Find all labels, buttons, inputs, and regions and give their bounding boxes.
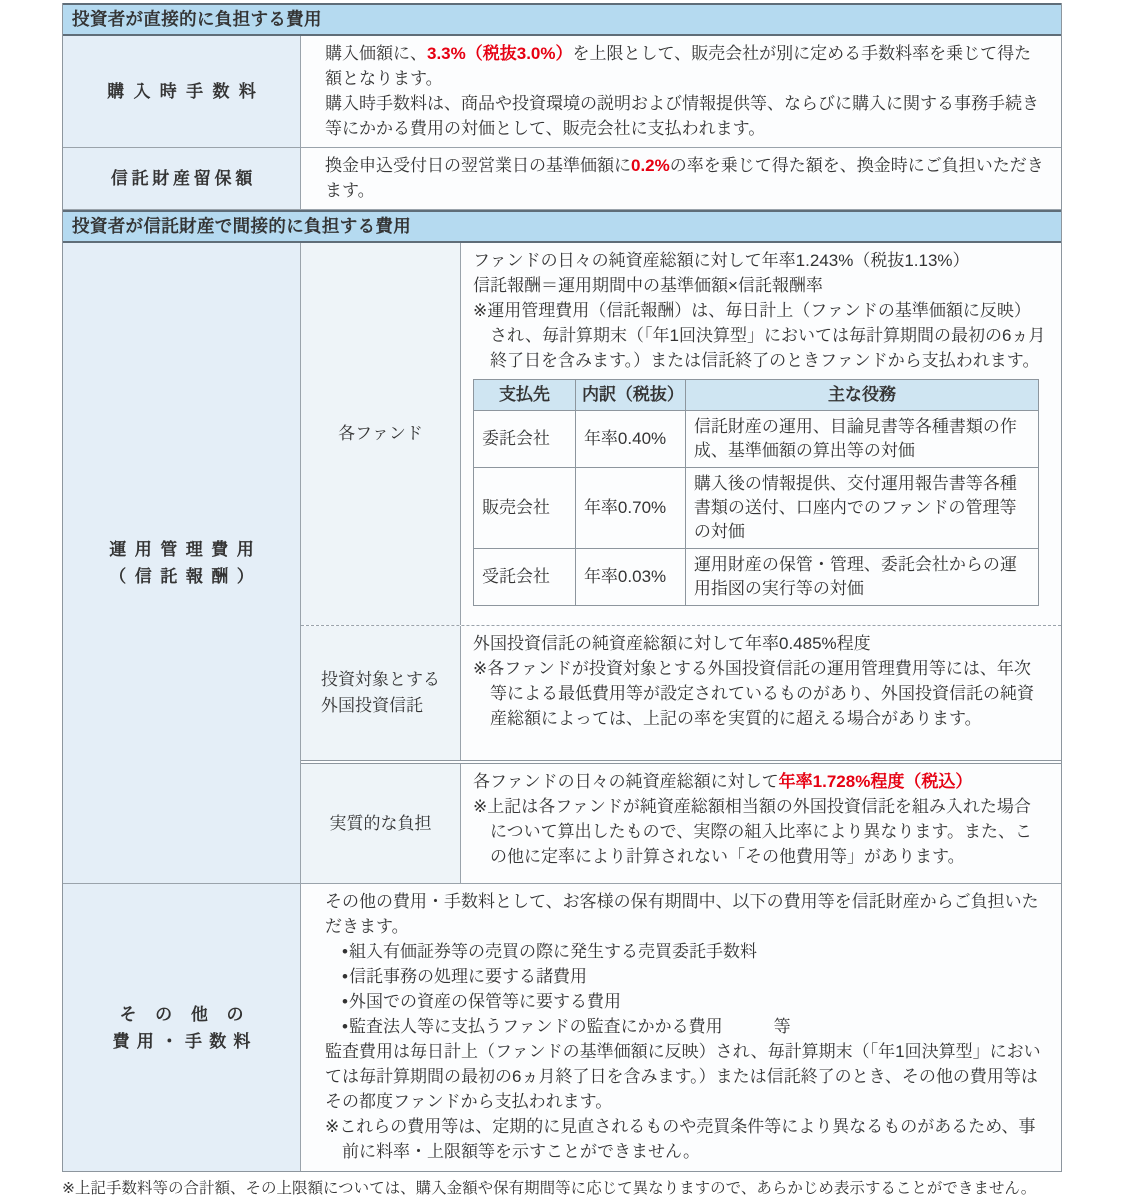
- subrow-each-fund: [301, 243, 1061, 625]
- foreign-trust-line1: 外国投資信託の純資産総額に対して年率0.485%程度: [473, 634, 871, 653]
- bullet-icon: •: [342, 1017, 348, 1036]
- actual-burden-rate-highlight: 年率1.728%程度（税込）: [778, 772, 973, 791]
- bullet-icon: •: [342, 967, 348, 986]
- purchase-fee-rate-highlight: 3.3%（税抜3.0%）: [427, 44, 573, 63]
- bullet-text: 外国での資産の保管等に要する費用: [348, 992, 621, 1011]
- each-fund-content: [461, 243, 1061, 625]
- other-fees-paragraph-2: 監査費用は毎日計上（ファンドの基準価額に反映）され、毎計算期末（「年1回決算型」においては毎計算期間の最初の6ヵ月終了日を含みます。）または信託終了のとき、その他の費用等はその都度ファンドから支払われます。: [325, 1042, 1041, 1111]
- retention-label: 信託財産留保額: [110, 169, 256, 188]
- subrow-foreign-trust: [301, 625, 1061, 760]
- table-row-trustee: [474, 549, 1039, 606]
- payee-cell: 受託会社: [474, 549, 576, 606]
- rate-cell: 年率0.70%: [575, 468, 685, 549]
- other-fees-label-cell: [63, 884, 301, 1171]
- management-fee-label-line2: （信託報酬）: [109, 567, 263, 586]
- section-header-indirect-costs: 投資者が信託財産で間接的に負担する費用: [63, 210, 1061, 243]
- each-fund-line1: ファンドの日々の純資産総額に対して年率1.243%（税抜1.13%）: [473, 251, 970, 270]
- foreign-trust-note: ※各ファンドが投資対象とする外国投資信託の運用管理費用等には、年次等による最低費用等が設定されているものがあり、外国投資信託の純資産総額によっては、上記の率を実質的に超える場合があります。: [473, 659, 1034, 728]
- retention-paragraph: [325, 153, 1047, 203]
- row-retention-amount: [63, 148, 1061, 210]
- row-other-fees: [63, 884, 1061, 1171]
- other-fees-bullet-3: [325, 989, 1047, 1014]
- purchase-fee-content: [301, 36, 1061, 147]
- other-fees-bullet-4: [325, 1014, 1047, 1039]
- each-fund-line2: 信託報酬＝運用期間中の基準価額×信託報酬率: [473, 276, 823, 295]
- other-fees-content: [301, 884, 1061, 1171]
- actual-burden-label-cell: [301, 764, 461, 883]
- other-fees-intro: その他の費用・手数料として、お客様の保有期間中、以下の費用等を信託財産からご負担いただきます。: [325, 892, 1039, 936]
- other-fees-label: [112, 1001, 263, 1055]
- retention-label-cell: [63, 148, 301, 209]
- actual-burden-label: 実質的な負担: [329, 813, 432, 833]
- payee-cell: 委託会社: [474, 411, 576, 468]
- retention-rate-highlight: 0.2%: [631, 156, 670, 175]
- rate-cell: 年率0.40%: [575, 411, 685, 468]
- bullet-text: 監査法人等に支払うファンドの監査にかかる費用 等: [348, 1017, 791, 1036]
- purchase-fee-p1-post: を上限として、販売会社が別に定める手数料率を乗じて得た額となります。: [325, 44, 1032, 88]
- table-row-consignor: [474, 411, 1039, 468]
- foreign-trust-label-cell: [301, 626, 461, 760]
- payee-cell: 販売会社: [474, 468, 576, 549]
- other-fees-label-line2: 費用・手数料: [112, 1031, 258, 1051]
- row-purchase-fee: [63, 36, 1061, 148]
- purchase-fee-paragraph-2: 購入時手数料は、商品や投資環境の説明および情報提供等、ならびに購入に関する事務手続き等にかかる費用の対価として、販売会社に支払われます。: [325, 94, 1039, 138]
- table-row-distributor: [474, 468, 1039, 549]
- management-fee-label: [109, 536, 263, 590]
- purchase-fee-p1-pre: 購入価額に、: [325, 44, 427, 63]
- management-fee-label-cell: [63, 243, 301, 883]
- subrow-actual-burden: [301, 760, 1061, 883]
- retention-p-pre: 換金申込受付日の翌営業日の基準価額に: [325, 156, 631, 175]
- fee-table: [62, 3, 1062, 1172]
- each-fund-label: 各ファンド: [338, 424, 423, 443]
- each-fund-label-cell: [301, 243, 461, 625]
- other-fees-note: ※これらの費用等は、定期的に見直されるものや売買条件等により異なるものがあるため、事前に料率・上限額等を示すことができません。: [325, 1117, 1036, 1161]
- header-payee: 支払先: [474, 380, 576, 411]
- header-rate: 内訳（税抜）: [575, 380, 685, 411]
- management-fee-label-line1: 運用管理費用: [109, 540, 263, 559]
- purchase-fee-label-cell: [63, 36, 301, 147]
- actual-burden-pre: 各ファンドの日々の純資産総額に対して: [473, 772, 779, 791]
- service-cell: 運用財産の保管・管理、委託会社からの運用指図の実行等の対価: [685, 549, 1038, 606]
- bullet-icon: •: [342, 942, 348, 961]
- foreign-trust-label: [321, 667, 440, 719]
- bullet-icon: •: [342, 992, 348, 1011]
- other-fees-label-line1: その他の: [119, 1004, 263, 1024]
- foreign-trust-content: [461, 626, 1061, 760]
- purchase-fee-paragraph-1: [325, 41, 1047, 91]
- retention-p-post: の率を乗じて得た額を、換金時にご負担いただきます。: [325, 156, 1044, 200]
- other-fees-bullet-2: [325, 964, 1047, 989]
- service-cell: 信託財産の運用、目論見書等各種書類の作成、基準価額の算出等の対価: [685, 411, 1038, 468]
- row-management-fee: [63, 243, 1061, 884]
- service-cell: 購入後の情報提供、交付運用報告書等各種書類の送付、口座内でのファンドの管理等の対価: [685, 468, 1038, 549]
- bullet-text: 組入有価証券等の売買の際に発生する売買委託手数料: [348, 942, 757, 961]
- bullet-text: 信託事務の処理に要する諸費用: [348, 967, 587, 986]
- fee-breakdown-header: [474, 380, 1039, 411]
- retention-content: [301, 148, 1061, 209]
- each-fund-note: ※運用管理費用（信託報酬）は、毎日計上（ファンドの基準価額に反映）され、毎計算期末（「年1回決算型」においては毎計算期間の最初の6ヵ月終了日を含みます。）または信託終了のときファンドから支払われます。: [473, 301, 1046, 370]
- fee-breakdown-header-row: [474, 380, 1039, 411]
- foreign-trust-label-line2: 外国投資信託: [321, 696, 423, 715]
- actual-burden-note: ※上記は各ファンドが純資産総額相当額の外国投資信託を組み入れた場合について算出したもので、実際の組入比率により異なります。また、この他に定率により計算されない「その他費用等」があります。: [473, 797, 1032, 866]
- purchase-fee-label: 購入時手数料: [107, 82, 266, 101]
- section-header-direct-costs: 投資者が直接的に負担する費用: [63, 3, 1061, 36]
- rate-cell: 年率0.03%: [575, 549, 685, 606]
- actual-burden-line1: [473, 769, 1047, 794]
- management-fee-subrows: [301, 243, 1061, 883]
- header-service: 主な役務: [685, 380, 1038, 411]
- table-footnote: ※上記手数料等の合計額、その上限額については、購入金額や保有期間等に応じて異なりますので、あらかじめ表示することができません。: [62, 1180, 1037, 1197]
- actual-burden-content: [461, 764, 1061, 883]
- other-fees-bullet-1: [325, 939, 1047, 964]
- foreign-trust-label-line1: 投資対象とする: [321, 670, 440, 689]
- fee-breakdown-table: [473, 379, 1039, 606]
